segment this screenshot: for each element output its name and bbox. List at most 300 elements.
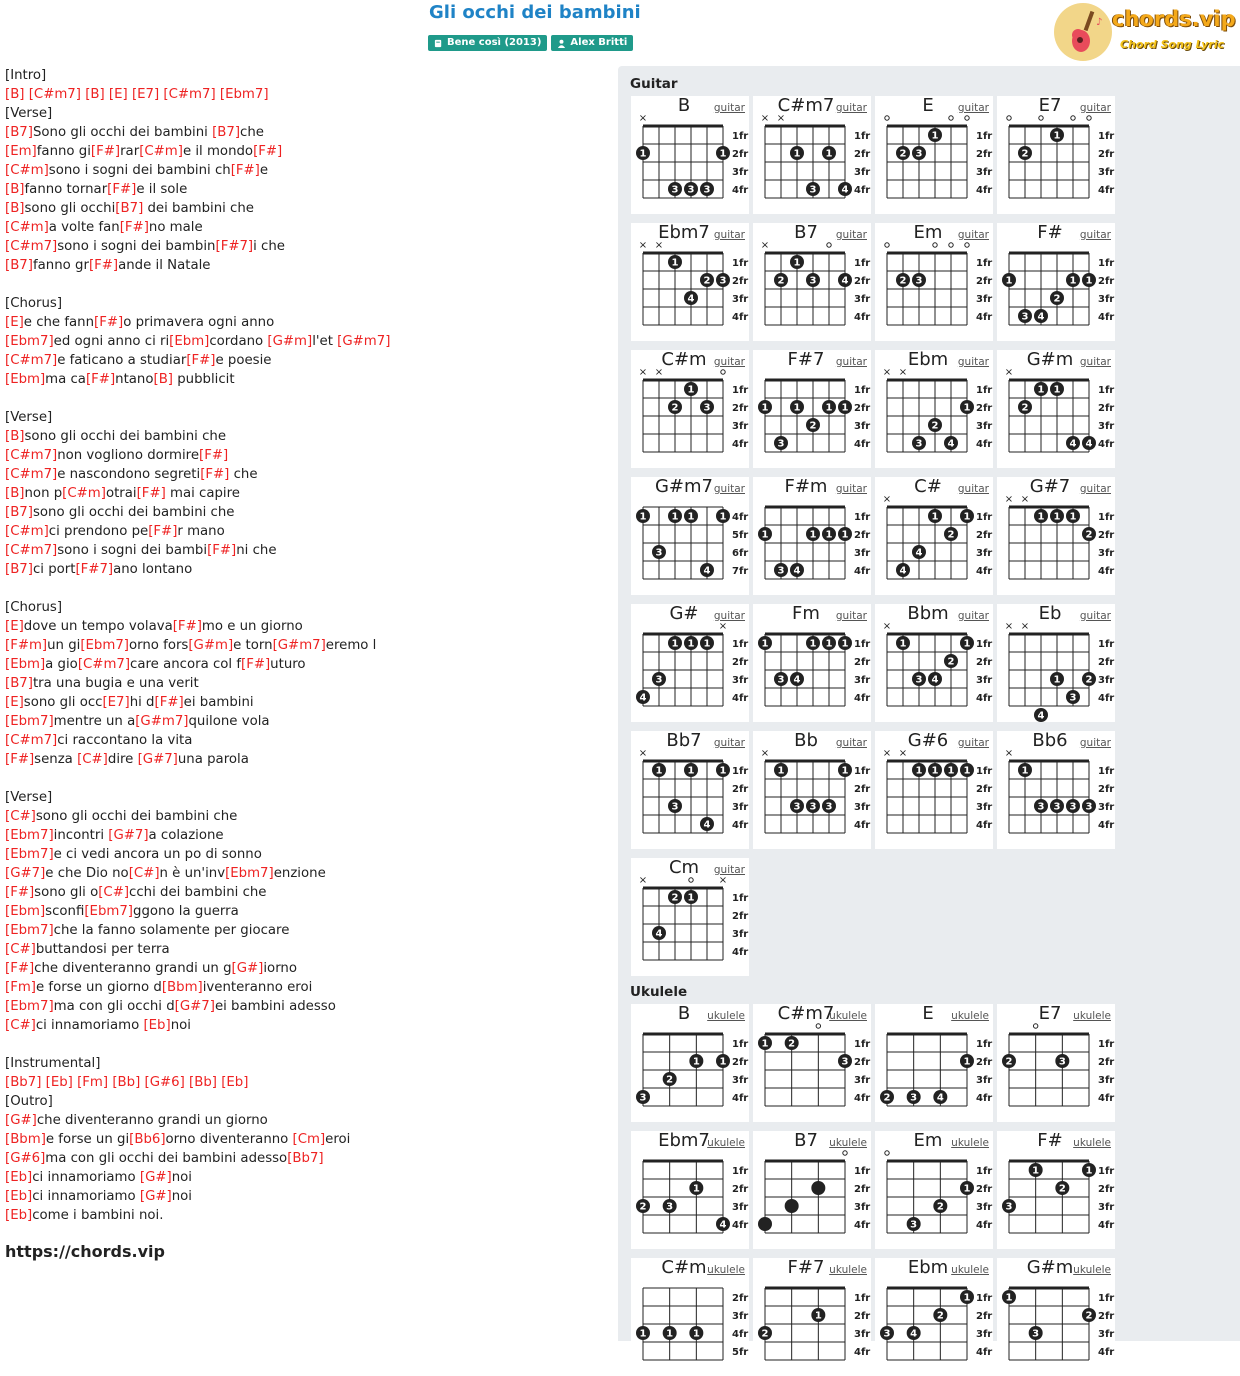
lyric-line [5,389,605,408]
ukulele-chord-card[interactable] [753,1004,871,1122]
fretboard-nut [887,506,967,509]
fret-number-label: 4fr [854,820,871,831]
guitar-link[interactable]: guitar [713,356,745,368]
lyric-line: [C#m7]sono i sogni dei bambin[F#7]i che [5,239,285,254]
chord-link[interactable]: [Ebm7] [5,999,54,1014]
guitar-link[interactable]: guitar [835,102,867,114]
ukulele-chord-card[interactable] [631,1131,749,1249]
chord-link[interactable]: [E] [5,695,24,710]
artist-tag[interactable] [551,35,633,51]
finger-number: 3 [1037,801,1045,813]
fret-number-label: 3fr [976,294,993,305]
chord-link[interactable]: [Ebm] [5,904,46,919]
chord-link[interactable]: [C#] [98,885,130,900]
chord-link[interactable]: [E7] [131,87,160,102]
chord-link[interactable]: [B] [5,182,25,197]
finger-number: 3 [1032,1328,1040,1340]
fret-number-label: 2fr [976,1057,993,1068]
album-tag[interactable] [428,35,547,51]
guitar-link[interactable]: guitar [1079,737,1111,749]
chord-link[interactable]: [B] [5,201,25,216]
ukulele-link[interactable]: ukulele [1073,1264,1111,1276]
guitar-link[interactable]: guitar [1079,229,1111,241]
ukulele-link[interactable]: ukulele [829,1264,867,1276]
chord-link[interactable]: [E7] [102,695,130,710]
guitar-chord-card[interactable] [875,350,993,468]
guitar-link[interactable]: guitar [713,102,745,114]
chord-link[interactable]: [C#] [5,1018,36,1033]
finger-number: 1 [793,402,801,414]
chord-link[interactable]: [G#] [5,1113,37,1128]
ukulele-chord-card[interactable] [631,1258,749,1376]
fret-number-label: 1fr [854,766,871,777]
chord-name: Bb7 [666,731,702,751]
fret-number-label: 1fr [732,258,749,269]
chord-link[interactable]: [Ebm7] [5,847,54,862]
finger-number: 1 [825,529,833,541]
chord-link[interactable]: [C#m] [139,144,183,159]
chord-name: Bbm [907,604,949,624]
ukulele-link[interactable]: ukulele [707,1264,745,1276]
guitar-link[interactable]: guitar [957,610,989,622]
lyric-line: [E]e che fann[F#]o primavera ogni anno [5,315,275,330]
fret-number-label: 3fr [732,1075,749,1086]
ukulele-chord-card[interactable] [997,1131,1115,1249]
site-url[interactable]: https://chords.vip [5,1242,165,1261]
chord-link[interactable]: [F#] [207,543,237,558]
chord-link[interactable]: [Eb] [5,1208,33,1223]
fretboard-nut [1009,1160,1089,1163]
chord-link[interactable]: [Ebm7] [5,923,54,938]
lyric-line: [G#6]ma con gli occhi dei bambini adesso[Bb7] [5,1151,324,1166]
ukulele-chord-card[interactable] [631,1004,749,1122]
muted-string-mark: × [638,875,648,886]
guitar-chord-card[interactable] [875,223,993,341]
chord-link[interactable]: [F#] [107,182,137,197]
ukulele-chord-card[interactable] [753,1131,871,1249]
ukulele-chord-card[interactable] [753,1258,871,1376]
ukulele-chord-card[interactable] [875,1258,993,1376]
chord-link[interactable]: [Eb] [5,1170,33,1185]
finger-dot [758,1217,772,1231]
ukulele-link[interactable]: ukulele [951,1137,989,1149]
guitar-link[interactable]: guitar [1079,610,1111,622]
ukulele-link[interactable]: ukulele [707,1137,745,1149]
lyric-line: [Ebm]a gio[C#m7]care ancora col f[F#]uturo [5,657,306,672]
chord-link[interactable]: [F#m] [5,638,48,653]
chord-link[interactable]: [G#6] [144,1075,185,1090]
ukulele-link[interactable]: ukulele [707,1010,745,1022]
chord-link[interactable]: [F#] [253,144,283,159]
ukulele-link[interactable]: ukulele [1073,1137,1111,1149]
finger-number: 4 [1085,438,1093,450]
open-string-mark [827,243,831,247]
chord-link[interactable]: [G#7] [5,866,46,881]
chord-link[interactable]: [C#m] [62,486,106,501]
guitar-chord-card[interactable] [631,223,749,341]
chord-link[interactable]: [B7] [5,258,33,273]
fretboard-nut [765,1160,845,1163]
chord-link[interactable]: [F#] [148,524,178,539]
chord-link[interactable]: [B7] [115,201,144,216]
chord-link[interactable]: [F#7] [215,239,254,254]
fret-number-label: 4fr [976,185,993,196]
guitar-link[interactable]: guitar [1079,483,1111,495]
chord-link[interactable]: [C#] [128,866,160,881]
lyric-line: [B7]ci port[F#7]ano lontano [5,562,193,577]
chord-link[interactable]: [F#] [90,144,121,159]
fret-number-label: 4fr [854,693,871,704]
chord-link[interactable]: [G#m] [188,638,234,653]
finger-number: 1 [1032,1165,1040,1177]
chord-name: Cm [668,858,700,878]
chord-link[interactable]: [Fm] [5,980,36,995]
guitar-link[interactable]: guitar [957,229,989,241]
muted-string-mark: × [1004,748,1014,759]
chord-link[interactable]: [F#7] [75,562,114,577]
chord-link[interactable]: [C#m7] [28,87,81,102]
chord-link[interactable]: [Bbm] [161,980,203,995]
chord-link[interactable]: [G#] [139,1189,172,1204]
finger-number: 1 [963,1056,971,1068]
muted-string-mark: × [1020,494,1030,505]
chord-link[interactable]: [Ebm] [5,657,46,672]
chord-link[interactable]: [G#m7] [135,714,189,729]
chord-link[interactable]: [C#m7] [5,543,58,558]
finger-number: 1 [963,1292,971,1304]
finger-number: 1 [1053,384,1061,396]
chord-link[interactable]: [Ebm] [169,334,210,349]
finger-number: 3 [915,674,923,686]
chord-link[interactable]: [Bb6] [129,1132,166,1147]
lyric-line: [Eb]ci innamoriamo [G#]noi [5,1170,192,1185]
finger-number: 1 [692,1183,700,1195]
chord-link[interactable]: [B7] [5,505,33,520]
chord-link[interactable]: [Eb] [45,1075,73,1090]
finger-number: 1 [931,511,939,523]
guitar-chord-card[interactable] [997,604,1115,722]
chord-link[interactable]: [C#m] [5,524,49,539]
lyric-line: [Ebm7]incontri [G#7]a colazione [5,828,224,843]
ukulele-chord-card[interactable] [997,1258,1115,1376]
chord-link[interactable]: [C#m7] [5,448,58,463]
chord-link[interactable]: [Eb] [221,1075,249,1090]
chord-link[interactable]: [Cm] [292,1132,326,1147]
chord-link[interactable]: [Ebm7] [225,866,274,881]
chord-name: Bb6 [1032,731,1068,751]
chord-link[interactable]: [F#] [5,752,35,767]
chord-link[interactable]: [C#] [5,942,36,957]
finger-number: 1 [703,638,711,650]
chord-link[interactable]: [F#] [119,220,149,235]
chord-link[interactable]: [C#m7] [5,733,58,748]
guitar-chord-card[interactable] [997,223,1115,341]
guitar-link[interactable]: guitar [835,610,867,622]
chord-link[interactable]: [B7] [5,125,33,140]
chord-link[interactable]: [B] [5,429,25,444]
guitar-link[interactable]: guitar [713,864,745,876]
finger-number: 1 [687,892,695,904]
ukulele-chord-card[interactable] [875,1131,993,1249]
fret-number-label: 2fr [1098,657,1115,668]
fret-number-label: 3fr [976,675,993,686]
guitar-chord-card[interactable] [997,96,1115,214]
guitar-chord-card[interactable] [753,350,871,468]
finger-number: 1 [963,765,971,777]
fret-number-label: 3fr [976,1329,993,1340]
fret-number-label: 4fr [732,947,749,958]
finger-number: 1 [931,130,939,142]
chord-link[interactable]: [Ebm7] [80,638,129,653]
chord-link[interactable]: [B] [85,87,105,102]
finger-number: 3 [910,1092,918,1104]
fret-number-label: 3fr [1098,1075,1115,1086]
fret-number-label: 4fr [976,1093,993,1104]
finger-number: 2 [1021,402,1029,414]
lyric-line [5,579,605,598]
chord-link[interactable]: [B] [153,372,173,387]
guitar-link[interactable]: guitar [957,737,989,749]
guitar-link[interactable]: guitar [835,356,867,368]
guitar-chord-card[interactable] [631,96,749,214]
chord-link[interactable]: [Em] [5,144,37,159]
chord-link[interactable]: [F#] [200,467,230,482]
fret-number-label: 4fr [732,820,749,831]
finger-number: 1 [666,1328,674,1340]
finger-number: 1 [793,148,801,160]
finger-number: 1 [719,1056,727,1068]
fret-number-label: 2fr [732,1293,749,1304]
guitar-chord-card[interactable] [631,350,749,468]
chord-link[interactable]: [Eb] [143,1018,171,1033]
chord-link[interactable]: [F#] [5,961,35,976]
chord-link[interactable]: [C#m] [5,220,49,235]
chord-link[interactable]: [C#m7] [5,353,58,368]
chord-link[interactable]: [G#7] [174,999,215,1014]
chord-link[interactable]: [G#m7] [272,638,326,653]
open-string-mark [843,1151,847,1155]
fret-number-label: 3fr [732,1202,749,1213]
svg-text:♪: ♪ [1096,17,1103,28]
ukulele-link[interactable]: ukulele [951,1010,989,1022]
fret-number-label: 1fr [976,639,993,650]
chord-link[interactable]: [C#m7] [5,239,58,254]
chord-link[interactable]: [C#m7] [163,87,216,102]
chord-link[interactable]: [F#] [5,885,35,900]
guitar-link[interactable]: guitar [713,737,745,749]
lyric-line: [Intro] [5,68,47,83]
finger-number: 1 [793,257,801,269]
chord-link[interactable]: [Fm] [77,1075,109,1090]
chord-link[interactable]: [Bb] [189,1075,217,1090]
chord-link[interactable]: [G#] [231,961,264,976]
chord-link[interactable]: [B7] [212,125,241,140]
chord-link[interactable]: [C#m7] [5,467,58,482]
guitar-link[interactable]: guitar [713,483,745,495]
fret-number-label: 2fr [976,276,993,287]
chord-link[interactable]: [F#] [172,619,202,634]
chord-name: Eb [1038,604,1062,624]
open-string-mark [965,116,969,120]
ukulele-link[interactable]: ukulele [829,1137,867,1149]
fretboard-nut [1009,252,1089,255]
chord-link[interactable]: [Bbm] [5,1132,46,1147]
guitar-section-title: Guitar [630,76,678,92]
chord-link[interactable]: [C#m7] [77,657,131,672]
chord-name: E7 [1038,96,1062,116]
finger-number: 1 [761,638,769,650]
song-title[interactable]: Gli occhi dei bambini [429,2,641,23]
finger-number: 2 [899,148,907,160]
ukulele-link[interactable]: ukulele [829,1010,867,1022]
fret-number-label: 3fr [1098,1329,1115,1340]
guitar-chord-card[interactable] [875,604,993,722]
guitar-chord-card[interactable] [997,477,1115,595]
fret-number-label: 4fr [732,185,749,196]
guitar-icon [1054,3,1112,61]
fret-number-label: 3fr [1098,1202,1115,1213]
chord-link[interactable]: [F#] [199,448,229,463]
ukulele-link[interactable]: ukulele [1073,1010,1111,1022]
open-string-mark [949,116,953,120]
finger-number: 2 [809,420,817,432]
finger-number: 1 [687,511,695,523]
fret-number-label: 3fr [854,1202,871,1213]
chord-link[interactable]: [F#] [186,353,216,368]
guitar-link[interactable]: guitar [1079,356,1111,368]
guitar-link[interactable]: guitar [957,356,989,368]
guitar-chord-card[interactable] [631,477,749,595]
chord-link[interactable]: [G#6] [5,1151,46,1166]
guitar-chord-card[interactable] [753,96,871,214]
chord-link[interactable]: [E] [108,87,128,102]
guitar-chord-card[interactable] [753,731,871,849]
guitar-chord-card[interactable] [997,731,1115,849]
chord-link[interactable]: [Eb] [5,1189,33,1204]
chord-link[interactable]: [B] [5,486,25,501]
fret-number-label: 2fr [732,911,749,922]
chord-link[interactable]: [E] [5,315,24,330]
fret-number-label: 4fr [976,1347,993,1358]
fret-number-label: 4fr [732,1329,749,1340]
fret-number-label: 3fr [854,548,871,559]
fret-number-label: 1fr [732,766,749,777]
finger-number: 3 [1005,1201,1013,1213]
chord-link[interactable]: [Ebm7] [5,714,54,729]
lyric-line: [Ebm7]mentre un a[G#m7]quilone vola [5,714,270,729]
chord-link[interactable]: [C#] [5,809,36,824]
chord-name: G#m [1026,350,1074,370]
guitar-chord-card[interactable] [997,350,1115,468]
chord-link[interactable]: [Ebm] [5,372,46,387]
ukulele-chord-card[interactable] [997,1004,1115,1122]
chord-link[interactable]: [Bb7] [5,1075,42,1090]
guitar-chord-card[interactable] [631,858,749,976]
chord-link[interactable]: [G#7] [108,828,149,843]
chord-link[interactable]: [C#] [77,752,108,767]
finger-number: 4 [947,438,955,450]
guitar-chord-card[interactable] [631,604,749,722]
chord-link[interactable]: [G#7] [137,752,178,767]
finger-number: 1 [915,765,923,777]
ukulele-chord-card[interactable] [875,1004,993,1122]
guitar-link[interactable]: guitar [835,483,867,495]
chord-link[interactable]: [Ebm7] [84,904,133,919]
lyric-line: [Verse] [5,790,53,805]
fret-number-label: 3fr [976,1202,993,1213]
chord-link[interactable]: [F#] [154,695,184,710]
chord-link[interactable]: [E] [5,619,24,634]
open-string-mark [816,1024,820,1028]
guitar-chord-card[interactable] [753,604,871,722]
chord-link[interactable]: [F#] [88,258,119,273]
chord-link[interactable]: [B] [5,87,25,102]
guitar-chord-card[interactable] [753,223,871,341]
guitar-chord-card[interactable] [875,731,993,849]
chord-link[interactable]: [G#] [139,1170,172,1185]
chord-link[interactable]: [F#] [230,163,260,178]
chord-link[interactable]: [Bb] [112,1075,141,1090]
guitar-chord-card[interactable] [875,477,993,595]
guitar-link[interactable]: guitar [835,229,867,241]
chord-link[interactable]: [B7] [5,676,33,691]
chord-link[interactable]: [Ebm7] [5,334,54,349]
guitar-link[interactable]: guitar [713,229,745,241]
chord-link[interactable]: [F#] [85,372,116,387]
chord-link[interactable]: [G#m7] [337,334,391,349]
chord-link[interactable]: [B7] [5,562,33,577]
guitar-chord-card[interactable] [875,96,993,214]
chord-link[interactable]: [Ebm7] [219,87,269,102]
guitar-link[interactable]: guitar [957,483,989,495]
finger-number: 1 [1021,765,1029,777]
guitar-chord-card[interactable] [631,731,749,849]
guitar-chord-card[interactable] [753,477,871,595]
chord-name: C#m7 [777,1004,835,1024]
chord-link[interactable]: [C#m] [5,163,49,178]
finger-number: 3 [687,184,695,196]
fret-number-label: 1fr [1098,1293,1115,1304]
guitar-link[interactable]: guitar [835,737,867,749]
chord-link[interactable]: [F#] [241,657,271,672]
guitar-link[interactable]: guitar [713,610,745,622]
fretboard-nut [1009,760,1089,763]
open-string-mark [1007,116,1011,120]
finger-number: 3 [1085,801,1093,813]
chord-name: F# [1037,223,1063,243]
fret-number-label: 4fr [1098,1220,1115,1231]
guitar-link[interactable]: guitar [1079,102,1111,114]
fret-number-label: 4fr [732,1093,749,1104]
chord-link[interactable]: [F#] [94,315,124,330]
chord-link[interactable]: [G#m] [267,334,313,349]
fretboard-nut [887,379,967,382]
fret-number-label: 3fr [732,421,749,432]
chord-link[interactable]: [Bb7] [287,1151,324,1166]
ukulele-link[interactable]: ukulele [951,1264,989,1276]
fret-number-label: 4fr [854,1093,871,1104]
lyric-line: [C#m7]e nascondono segreti[F#] che [5,467,258,482]
lyric-line: [Ebm7]ed ogni anno ci ri[Ebm]cordano [G#m]l'et [G#m7] [5,334,391,349]
fret-number-label: 3fr [976,802,993,813]
chord-link[interactable]: [F#] [136,486,166,501]
chord-link[interactable]: [Ebm7] [5,828,54,843]
site-logo[interactable] [1054,3,1236,61]
chord-name: F#m [784,477,828,497]
lyric-line: [G#]che diventeranno grandi un giorno [5,1113,268,1128]
guitar-link[interactable]: guitar [957,102,989,114]
finger-number: 3 [703,184,711,196]
